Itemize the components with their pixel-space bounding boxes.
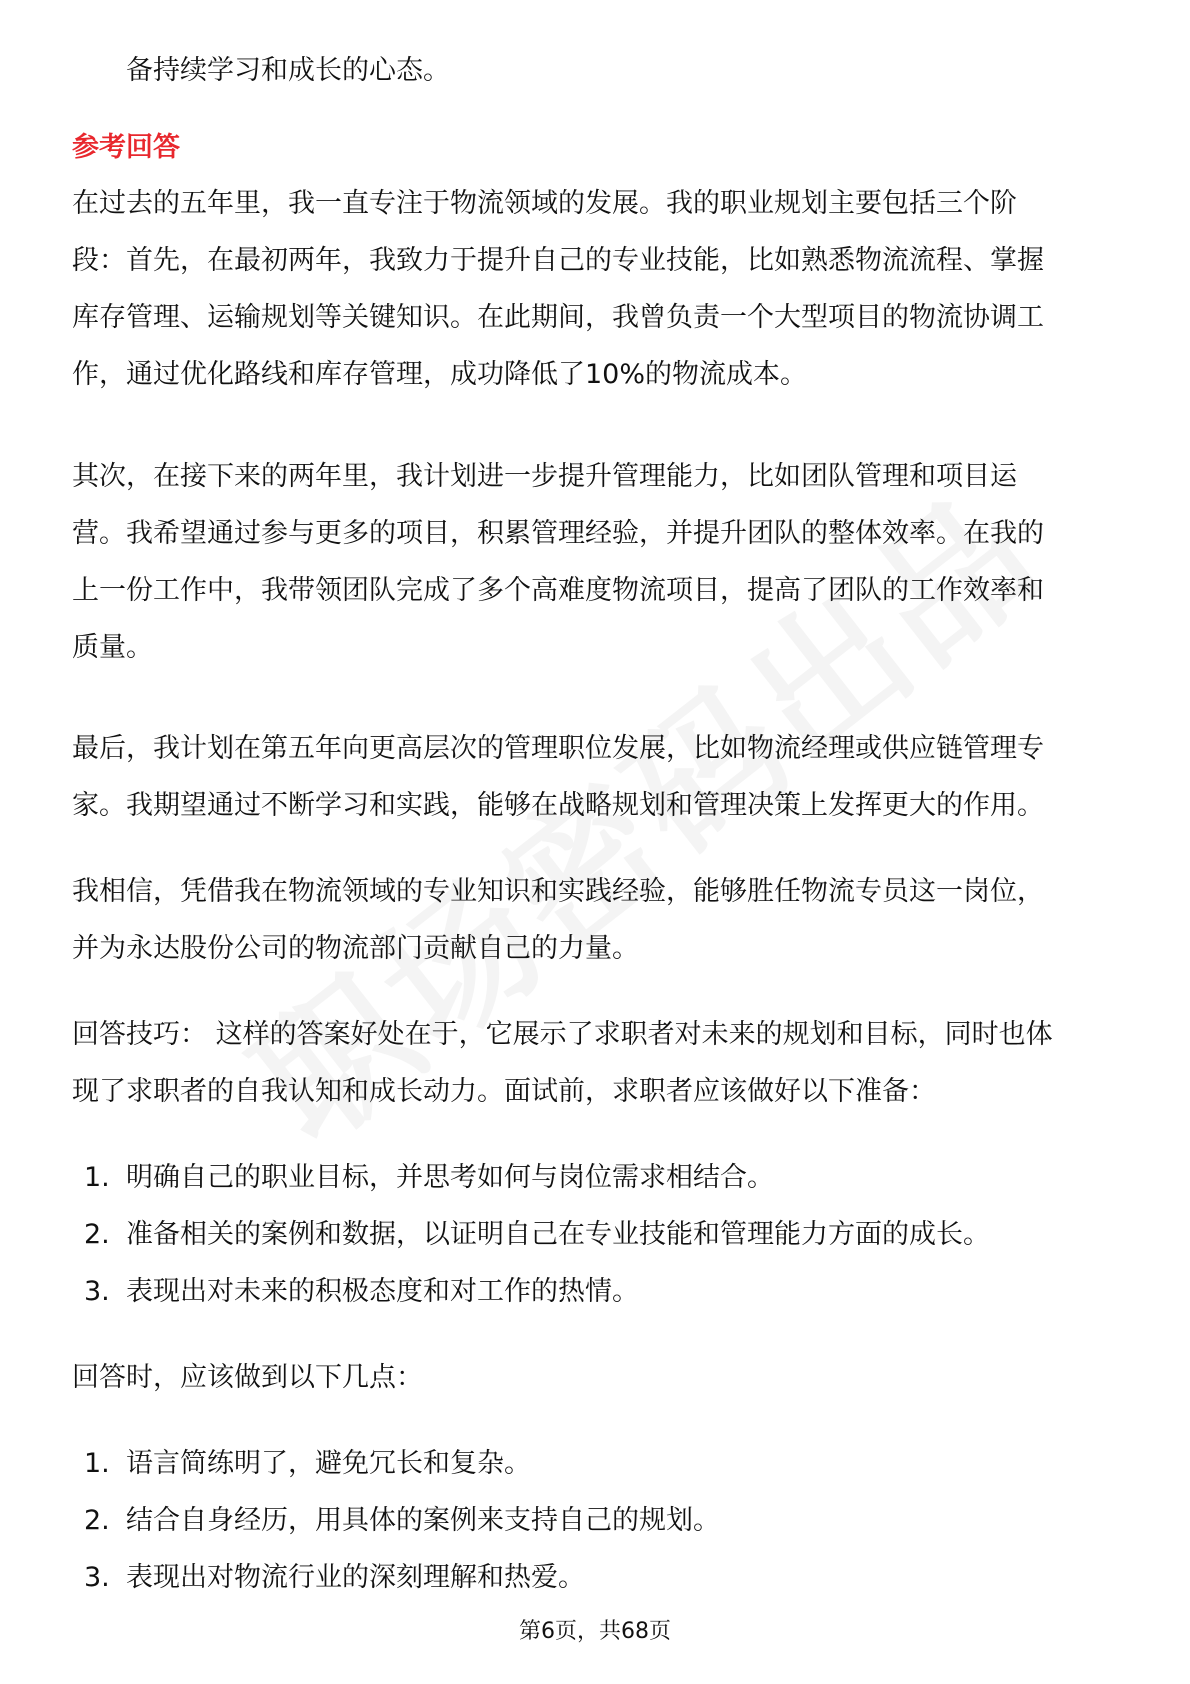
paragraph-line: 回答技巧： 这样的答案好处在于，它展示了求职者对未来的规划和目标，同时也体	[72, 1019, 1053, 1050]
paragraph-line: 库存管理、运输规划等关键知识。在此期间，我曾负责一个大型项目的物流协调工	[72, 302, 1044, 333]
list-item	[84, 1263, 639, 1320]
paragraph-line: 回答时，应该做到以下几点：	[72, 1362, 423, 1393]
list-number: 1.	[84, 1162, 110, 1193]
answer-points-title	[72, 1349, 423, 1406]
list-number: 3.	[84, 1562, 110, 1593]
paragraph-line: 营。我希望通过参与更多的项目，积累管理经验，并提升团队的整体效率。在我的	[72, 518, 1044, 549]
paragraph-line: 上一份工作中，我带领团队完成了多个高难度物流项目，提高了团队的工作效率和	[72, 575, 1044, 606]
list-item	[84, 1492, 720, 1549]
paragraph-line: 现了求职者的自我认知和成长动力。面试前，求职者应该做好以下准备：	[72, 1076, 936, 1107]
list-item	[84, 1549, 585, 1606]
list-text: 准备相关的案例和数据，以证明自己在专业技能和管理能力方面的成长。	[126, 1219, 990, 1250]
paragraph-line: 家。我期望通过不断学习和实践，能够在战略规划和管理决策上发挥更大的作用。	[72, 790, 1044, 821]
list-number: 1.	[84, 1448, 110, 1479]
page-number-footer: 第6页，共68页	[519, 1619, 671, 1644]
paragraph-line: 作，通过优化路线和库存管理，成功降低了10%的物流成本。	[72, 359, 808, 390]
list-text: 语言简练明了，避免冗长和复杂。	[126, 1448, 531, 1479]
section-title: 参考回答	[72, 132, 180, 163]
answer-paragraph-4	[72, 863, 1044, 977]
intro-continuation: 备持续学习和成长的心态。	[126, 55, 450, 86]
list-text: 结合自身经历，用具体的案例来支持自己的规划。	[126, 1505, 720, 1536]
list-item	[84, 1206, 990, 1263]
answer-paragraph-2	[72, 448, 1044, 676]
list-text: 明确自己的职业目标，并思考如何与岗位需求相结合。	[126, 1162, 774, 1193]
list-number: 2.	[84, 1505, 110, 1536]
answer-paragraph-1	[72, 175, 1044, 403]
paragraph-line: 我相信，凭借我在物流领域的专业知识和实践经验，能够胜任物流专员这一岗位，	[72, 876, 1044, 907]
list-text: 表现出对未来的积极态度和对工作的热情。	[126, 1276, 639, 1307]
paragraph-line: 最后，我计划在第五年向更高层次的管理职位发展，比如物流经理或供应链管理专	[72, 733, 1044, 764]
list-item	[84, 1435, 531, 1492]
paragraph-line: 在过去的五年里，我一直专注于物流领域的发展。我的职业规划主要包括三个阶	[72, 188, 1017, 219]
paragraph-line: 其次，在接下来的两年里，我计划进一步提升管理能力，比如团队管理和项目运	[72, 461, 1017, 492]
list-number: 3.	[84, 1276, 110, 1307]
tips-paragraph	[72, 1006, 1053, 1120]
paragraph-line: 段：首先，在最初两年，我致力于提升自己的专业技能，比如熟悉物流流程、掌握	[72, 245, 1044, 276]
list-item	[84, 1149, 774, 1206]
paragraph-line: 并为永达股份公司的物流部门贡献自己的力量。	[72, 933, 639, 964]
list-number: 2.	[84, 1219, 110, 1250]
answer-paragraph-3	[72, 720, 1044, 834]
paragraph-line: 质量。	[72, 632, 153, 663]
list-text: 表现出对物流行业的深刻理解和热爱。	[126, 1562, 585, 1593]
